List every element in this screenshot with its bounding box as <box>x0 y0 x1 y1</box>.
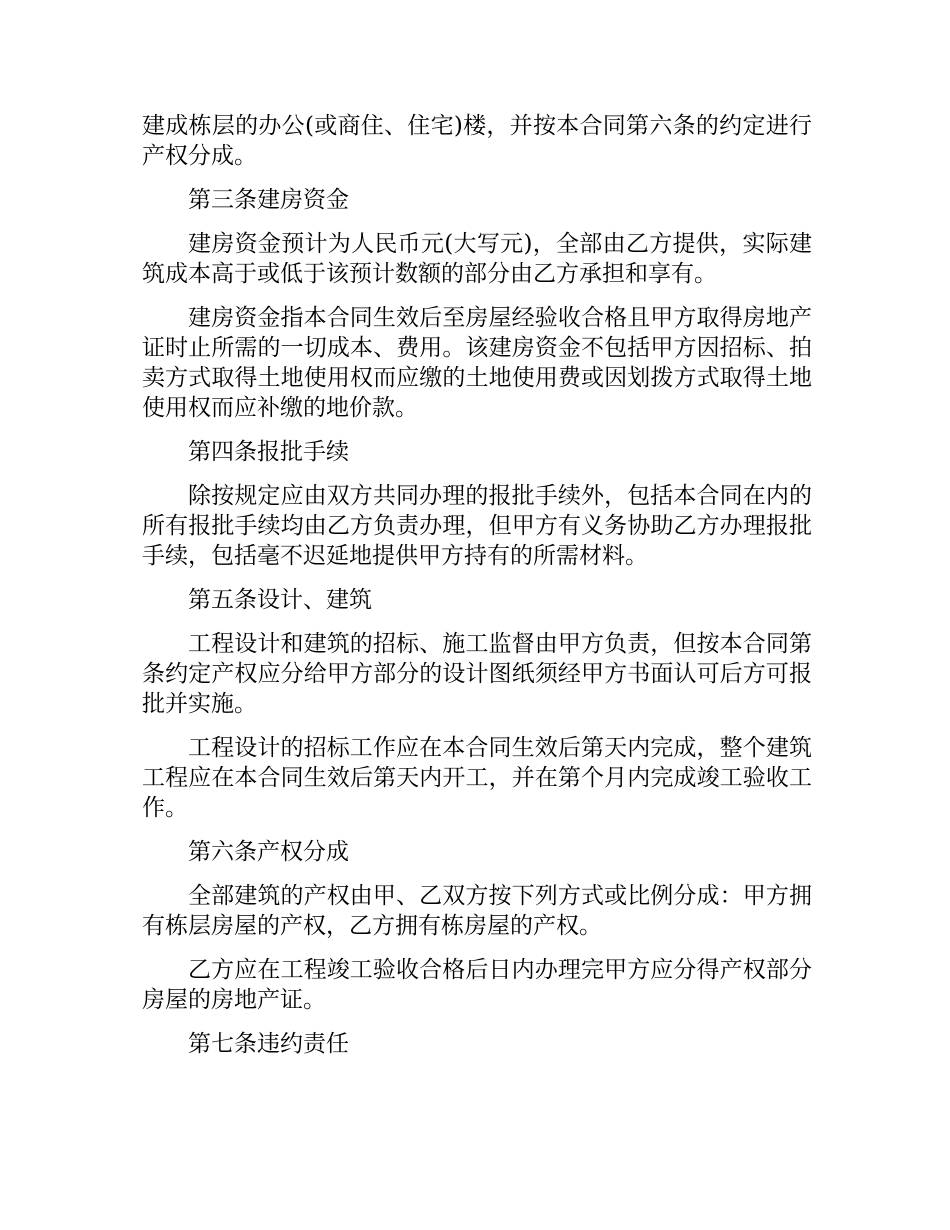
paragraph-approval-procedures: 除按规定应由双方共同办理的报批手续外，包括本合同在内的所有报批手续均由乙方负责办理，但甲方有义务协助乙方办理报批手续，包括毫不迟延地提供甲方持有的所需材料。 <box>142 483 812 569</box>
document-body <box>142 111 812 1073</box>
paragraph-property-certificate: 乙方应在工程竣工验收合格后日内办理完甲方应分得产权部分房屋的房地产证。 <box>142 957 812 1013</box>
paragraph-design-schedule: 工程设计的招标工作应在本合同生效后第天内完成，整个建筑工程应在本合同生效后第天内开工，并在第个月内完成竣工验收工作。 <box>142 735 812 821</box>
paragraph-ownership-split: 全部建筑的产权由甲、乙双方按下列方式或比例分成：甲方拥有栋层房屋的产权，乙方拥有栋房屋的产权。 <box>142 883 812 939</box>
paragraph-funding-definition: 建房资金指本合同生效后至房屋经验收合格且甲方取得房地产证时止所需的一切成本、费用。该建房资金不包括甲方因招标、拍卖方式取得土地使用权而应缴的土地使用费或因划拨方式取得土地使用权而应补缴的地价款。 <box>142 305 812 421</box>
paragraph-continued: 建成栋层的办公(或商住、住宅)楼，并按本合同第六条的约定进行产权分成。 <box>142 113 812 169</box>
article-heading-5: 第五条设计、建筑 <box>188 587 372 613</box>
paragraph-funding-estimate: 建房资金预计为人民币元(大写元)，全部由乙方提供，实际建筑成本高于或低于该预计数额的部分由乙方承担和享有。 <box>142 231 812 287</box>
paragraph-design-bidding: 工程设计和建筑的招标、施工监督由甲方负责，但按本合同第条约定产权应分给甲方部分的设计图纸须经甲方书面认可后方可报批并实施。 <box>142 631 812 717</box>
article-heading-4: 第四条报批手续 <box>188 439 349 465</box>
article-heading-6: 第六条产权分成 <box>188 839 349 865</box>
article-heading-7: 第七条违约责任 <box>188 1031 349 1057</box>
article-heading-3: 第三条建房资金 <box>188 187 349 213</box>
